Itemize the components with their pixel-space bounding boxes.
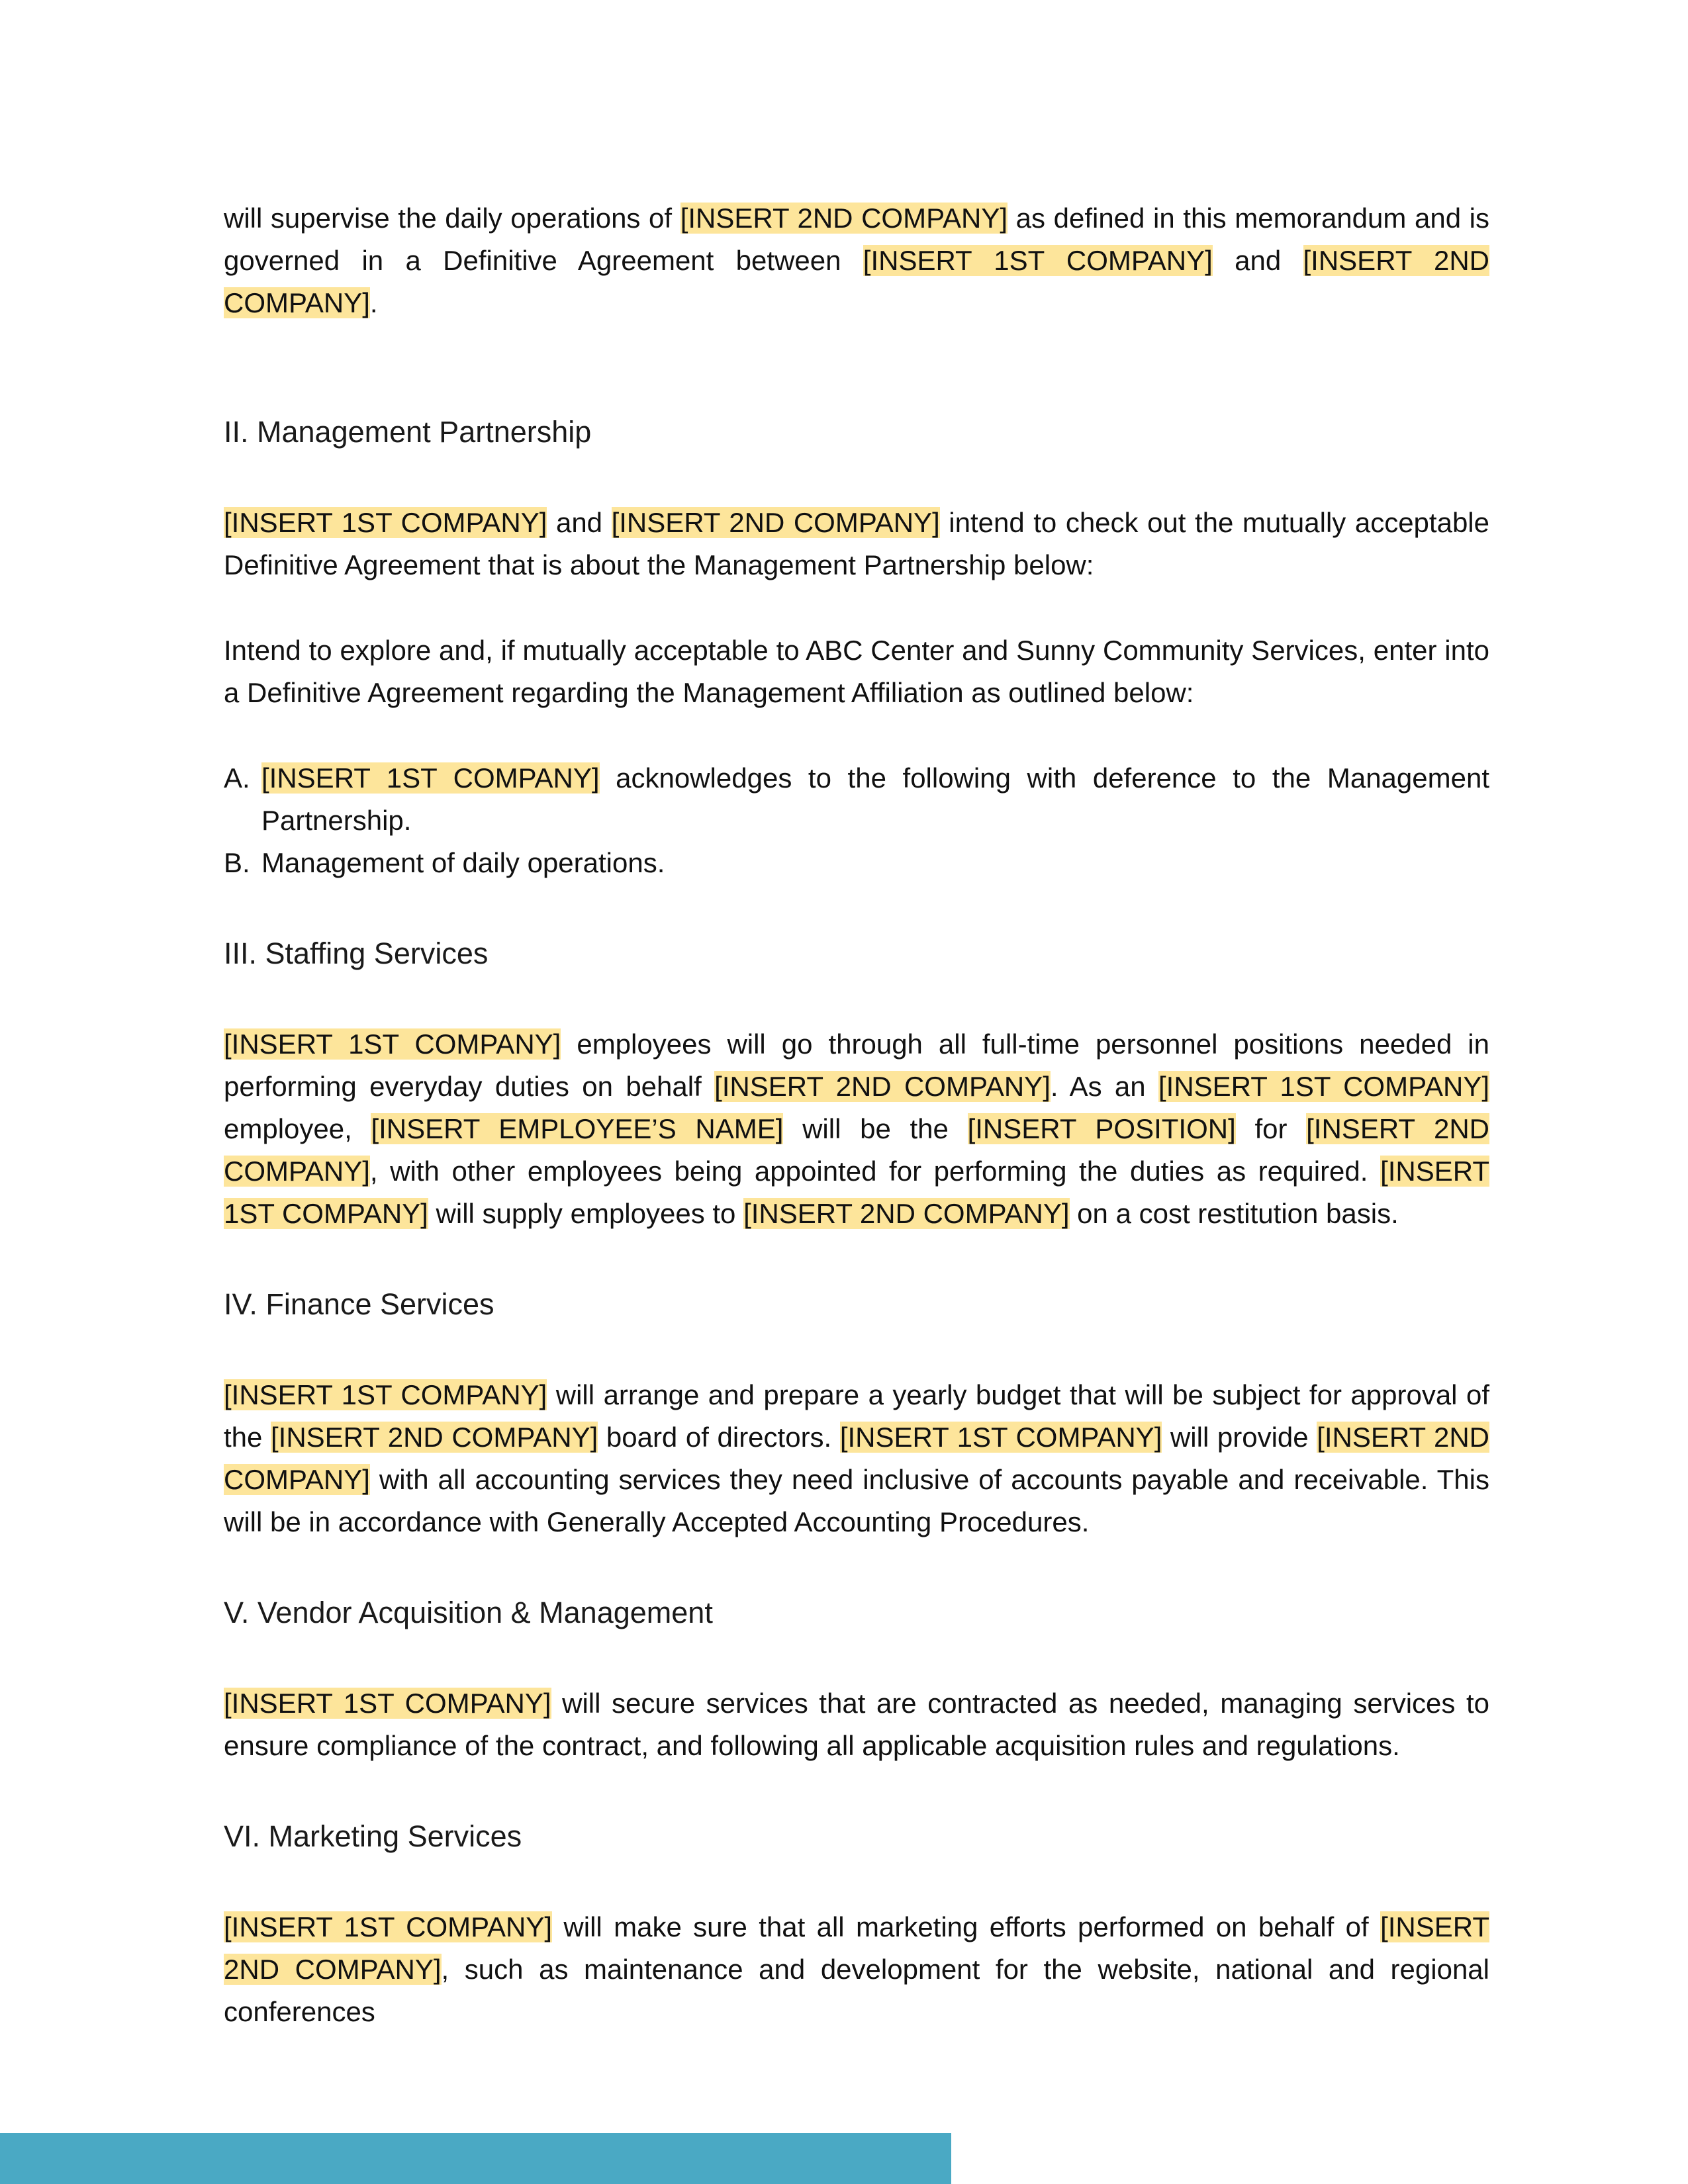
placeholder-1st-company: [INSERT 1ST COMPANY] [839, 1422, 1162, 1453]
placeholder-1st-company: [INSERT 1ST COMPANY] [224, 1156, 1489, 1229]
document-body [224, 197, 1489, 2033]
text-run: will secure services that are contracted as needed, managing services to ensure compliance of the contract, and following all applicable acquisition rules and regulations. [224, 1688, 1490, 1761]
text-run: will arrange and prepare a yearly budget that will be subject for approval of the [224, 1379, 1490, 1453]
text-run: will be the [783, 1113, 968, 1144]
text-run: . As an [1050, 1071, 1158, 1102]
text-run: . [369, 287, 378, 318]
placeholder-2nd-company: [INSERT 2ND COMPANY] [611, 507, 940, 538]
text-run: employee, [224, 1113, 371, 1144]
text-run: will provide [1162, 1422, 1317, 1453]
footer-accent-bar [0, 2133, 951, 2184]
placeholder-2nd-company: [INSERT 2ND COMPANY] [714, 1071, 1051, 1102]
text-run: will make sure that all marketing efforts performed on behalf of [552, 1911, 1381, 1942]
text-run: will supply employees to [428, 1198, 744, 1229]
placeholder-1st-company: [INSERT 1ST COMPANY] [1158, 1071, 1490, 1102]
text-run: , with other employees being appointed for performing the duties as required. [369, 1156, 1381, 1187]
placeholder-1st-company: [INSERT 1ST COMPANY] [261, 762, 600, 794]
text-run: Management of daily operations. [261, 847, 665, 878]
text-run: employees will go through all full-time personnel positions needed in performing everyday duties on behalf [224, 1028, 1489, 1102]
placeholder-2nd-company: [INSERT 2ND COMPANY] [224, 1113, 1490, 1187]
placeholder-2nd-company: [INSERT 2ND COMPANY] [743, 1198, 1070, 1229]
text-run: for [1235, 1113, 1307, 1144]
text-run: will supervise the daily operations of [224, 203, 680, 234]
placeholder-1st-company: [INSERT 1ST COMPANY] [224, 507, 547, 538]
text-run: , such as maintenance and development for the website, national and regional conferences [224, 1954, 1489, 2027]
section-heading-staffing-services: III. Staffing Services [224, 936, 489, 970]
section-heading-marketing-services: VI. Marketing Services [224, 1819, 522, 1853]
text-run: as defined in this memorandum and is governed in a Definitive Agreement between [224, 203, 1489, 276]
placeholder-2nd-company: [INSERT 2ND COMPANY] [224, 1911, 1489, 1985]
placeholder-1st-company: [INSERT 1ST COMPANY] [224, 1379, 547, 1410]
placeholder-2nd-company: [INSERT 2ND COMPANY] [270, 1422, 598, 1453]
text-run: with all accounting services they need inclusive of accounts payable and receivable. This will be in accordance with Generally Accepted Accounting Procedures. [224, 1464, 1489, 1537]
marketing-services-paragraph [224, 1906, 1489, 2033]
placeholder-1st-company: [INSERT 1ST COMPANY] [224, 1911, 553, 1942]
text-run: board of directors. [598, 1422, 840, 1453]
list-marker: A. [224, 762, 250, 794]
placeholder-1st-company: [INSERT 1ST COMPANY] [224, 1688, 551, 1719]
text-run: intend to check out the mutually acceptable Definitive Agreement that is about the Management Partnership below: [224, 507, 1489, 580]
vendor-acquisition-paragraph [224, 1682, 1489, 1767]
management-list [224, 757, 1489, 884]
placeholder-1st-company: [INSERT 1ST COMPANY] [224, 1028, 561, 1060]
placeholder-2nd-company: [INSERT 2ND COMPANY] [224, 245, 1490, 318]
text-run: acknowledges to the following with deference to the Management Partnership. [261, 762, 1489, 836]
finance-services-paragraph [224, 1374, 1489, 1543]
text-run: and [547, 507, 612, 538]
section-heading-vendor-acquisition: V. Vendor Acquisition & Management [224, 1596, 713, 1629]
placeholder-2nd-company: [INSERT 2ND COMPANY] [224, 1422, 1489, 1495]
section-heading-finance-services: IV. Finance Services [224, 1287, 494, 1321]
list-marker: B. [224, 847, 250, 878]
text-run: on a cost restitution basis. [1069, 1198, 1399, 1229]
section-heading-management-partnership: II. Management Partnership [224, 415, 592, 449]
list-item [224, 757, 1489, 842]
placeholder-position: [INSERT POSITION] [967, 1113, 1236, 1144]
staffing-services-paragraph [224, 1023, 1489, 1235]
text-run: and [1212, 245, 1303, 276]
placeholder-1st-company: [INSERT 1ST COMPANY] [863, 245, 1213, 276]
placeholder-2nd-company: [INSERT 2ND COMPANY] [680, 203, 1008, 234]
management-partnership-paragraph [224, 502, 1489, 586]
intro-paragraph [224, 197, 1489, 324]
placeholder-employee-name: [INSERT EMPLOYEE’S NAME] [371, 1113, 784, 1144]
management-affiliation-paragraph: Intend to explore and, if mutually acceptable to ABC Center and Sunny Community Services, enter into a Definitive Agreement regarding the Management Affiliation as outlined below: [224, 635, 1489, 708]
list-item [224, 842, 1489, 884]
